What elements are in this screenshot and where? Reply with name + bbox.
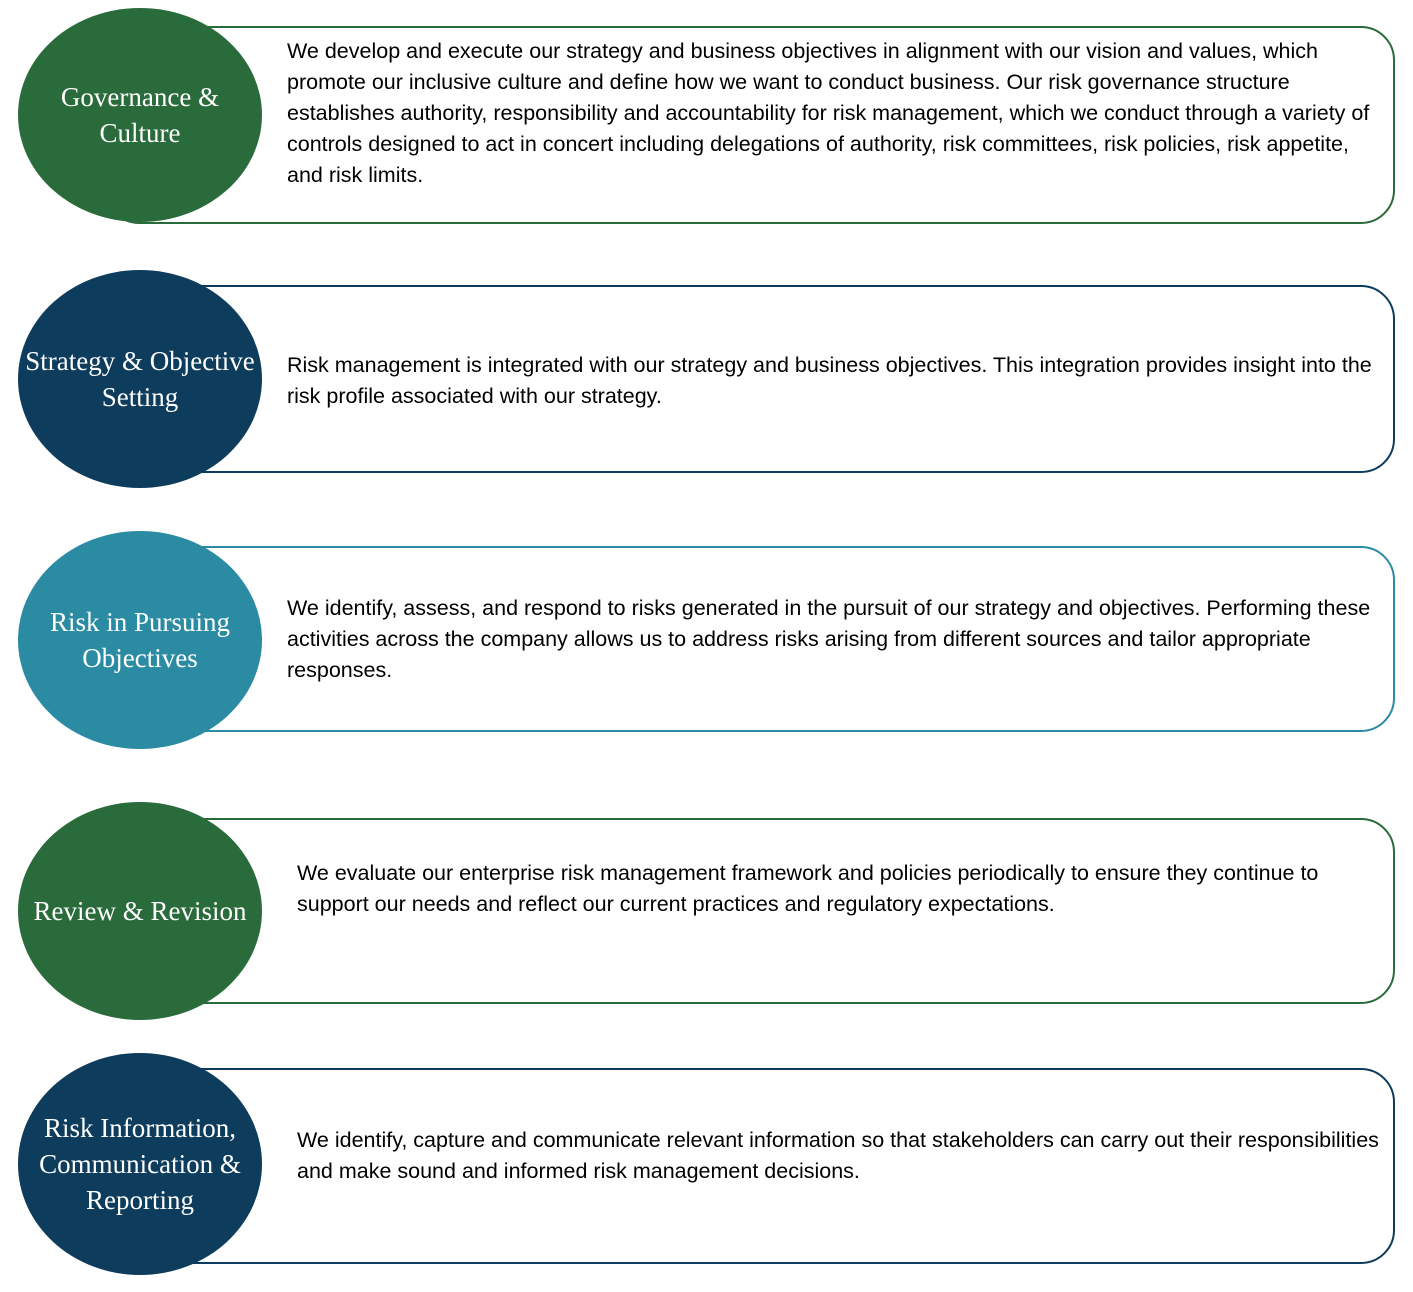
description-text-review-revision: We evaluate our enterprise risk management framework and policies periodically to ensure they continue to support our needs and reflect our current practices and regulatory expectations. (297, 861, 1319, 916)
stage-circle-risk-information-communication-reporting (18, 1053, 262, 1275)
description-text-risk-information-communication-reporting: We identify, capture and communicate relevant information so that stakeholders can carry out their responsibilities and make sound and informed risk management decisions. (297, 1128, 1379, 1183)
stage-label-risk-in-pursuing-objectives: Risk in Pursuing Objectives (49, 607, 231, 673)
stage-circle-review-revision (18, 802, 262, 1020)
stage-label-review-revision: Review & Revision (33, 896, 247, 926)
stage-circle-governance-culture (18, 8, 262, 222)
stage-label-risk-information-communication-reporting: Risk Information, Communication & Reporting (39, 1113, 241, 1215)
description-text-risk-in-pursuing-objectives: We identify, assess, and respond to risks generated in the pursuit of our strategy and objectives. Performing these activities across the company allows us to address risks arising from different sources and tailor appropriate responses. (287, 596, 1371, 682)
stage-label-governance-culture: Governance & Culture (60, 82, 220, 148)
description-text-governance-culture: We develop and execute our strategy and business objectives in alignment with our vision and values, which promote our inclusive culture and define how we want to conduct business. Our risk governance structure establishes authority, responsibility and accountability for risk management, which we conduct through a variety of controls designed to act in concert including delegations of authority, risk committees, risk policies, risk appetite, and risk limits. (287, 39, 1370, 187)
stage-label-strategy-objective-setting: Strategy & Objective Setting (25, 346, 255, 412)
stage-circle-risk-in-pursuing-objectives (18, 531, 262, 749)
description-text-strategy-objective-setting: Risk management is integrated with our strategy and business objectives. This integration provides insight into the risk profile associated with our strategy. (287, 353, 1372, 408)
stage-circle-strategy-objective-setting (18, 270, 262, 488)
